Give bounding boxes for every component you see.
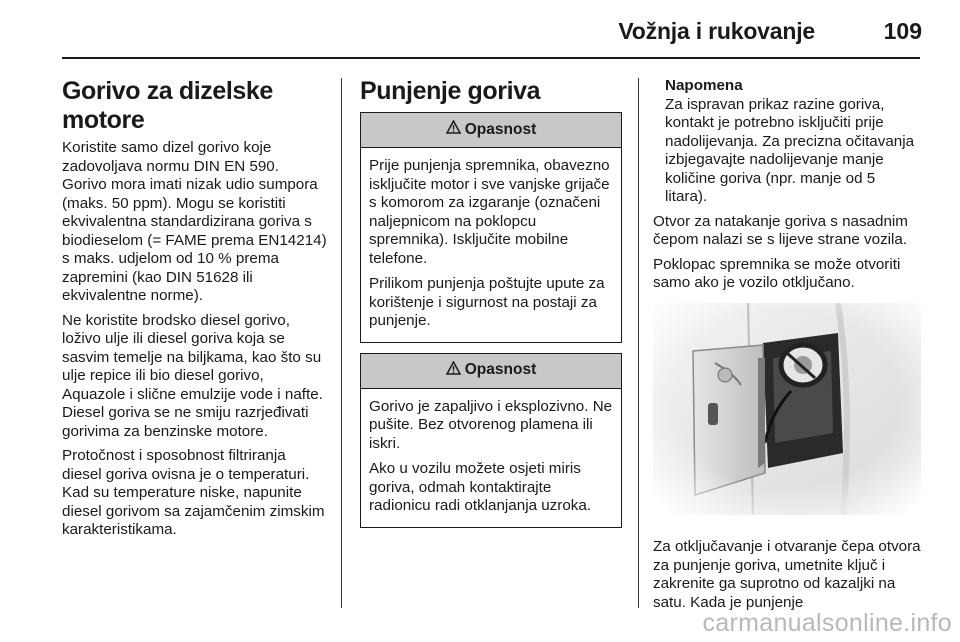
column-divider-right bbox=[638, 78, 639, 608]
page-number: 109 bbox=[883, 18, 922, 44]
paragraph: Otvor za natakanje goriva s nasadnim čepom nalazi se s lijeve strane vozila. bbox=[653, 212, 908, 248]
paragraph: Ne koristite brodsko diesel gorivo, loživo ulje ili diesel goriva koja se sasvim temelje na biljkama, kao što su ulje repice ili bio diesel gorivo, Aquazole i slične emulzije vode i nafte. Diesel goriva se ne smiju razrjeđivati gorivima za benzinske motore. bbox=[62, 311, 323, 440]
warning-label: Opasnost bbox=[464, 120, 537, 138]
warning-box bbox=[360, 353, 622, 528]
warning-box-header bbox=[361, 113, 621, 148]
paragraph: Koristite samo dizel gorivo koje zadovoljava normu DIN EN 590. Gorivo mora imati nizak udio sumpora (maks. 50 ppm). Mogu se koristiti ekvivalentna standardizirana goriva s biodieselom (= FAME prema EN14214) s maks. udjelom od 10 % prema zapremini (kao DIN 51628 ili ekvivalentne norme). bbox=[62, 139, 327, 304]
paragraph: Za otključavanje i otvaranje čepa otvora za punjenje goriva, umetnite ključ i zakrenite ga suprotno od kazaljki na satu. Kada je punjenje bbox=[653, 538, 921, 611]
warning-box-header bbox=[361, 354, 621, 389]
warning-triangle-icon bbox=[446, 120, 461, 140]
paragraph: Poklopac spremnika se može otvoriti samo ako je vozilo otključano. bbox=[653, 255, 901, 291]
note-block bbox=[653, 77, 921, 207]
column-diesel bbox=[62, 77, 327, 546]
warning-box bbox=[360, 112, 622, 343]
paragraph: Prije punjenja spremnika, obavezno isključite motor i sve vanjske grijače s komorom za izgaranje (označeni naljepnicom na poklopcu spremnika). Isključite mobilne telefone. bbox=[369, 157, 610, 267]
section-heading-diesel: Gorivo za dizelske motore bbox=[62, 77, 273, 134]
page-header-title: Vožnja i rukovanje bbox=[618, 18, 815, 44]
paragraph: Prilikom punjenja poštujte upute za korištenje i sigurnost na postaji za punjenje. bbox=[369, 275, 605, 329]
warning-label: Opasnost bbox=[464, 361, 537, 379]
paragraph: Ako u vozilu možete osjeti miris goriva, odmah kontaktirajte radionicu radi otklanjanja uzroka. bbox=[369, 460, 592, 514]
warning-triangle-icon bbox=[446, 361, 461, 381]
watermark: carmanualsonline.info bbox=[702, 609, 952, 637]
fuel-flap-photo bbox=[653, 303, 921, 521]
warning-box-body bbox=[361, 148, 621, 342]
column-fuel-cap bbox=[653, 77, 921, 618]
column-refuelling bbox=[360, 77, 622, 538]
paragraph: Gorivo je zapaljivo i eksplozivno. Ne pušite. Bez otvorenog plamena ili iskri. bbox=[369, 397, 613, 452]
column-divider-left bbox=[341, 78, 342, 608]
header-rule bbox=[62, 57, 920, 59]
paragraph: Protočnost i sposobnost filtriranja diesel goriva ovisna je o temperaturi. Kad su temperature niske, napunite diesel gorivom sa zajamčenim zimskim karakteristikama. bbox=[62, 447, 325, 538]
section-heading-refuelling: Punjenje goriva bbox=[360, 77, 541, 105]
note-text: Za ispravan prikaz razine goriva, kontakt je potrebno isključiti prije nadolijevanja. Za precizna očitavanja izbjegavajte nadolijevanje manje količine goriva (npr. manje od 5 litara). bbox=[665, 95, 915, 205]
warning-box-body bbox=[361, 389, 621, 527]
note-label: Napomena bbox=[665, 77, 743, 94]
